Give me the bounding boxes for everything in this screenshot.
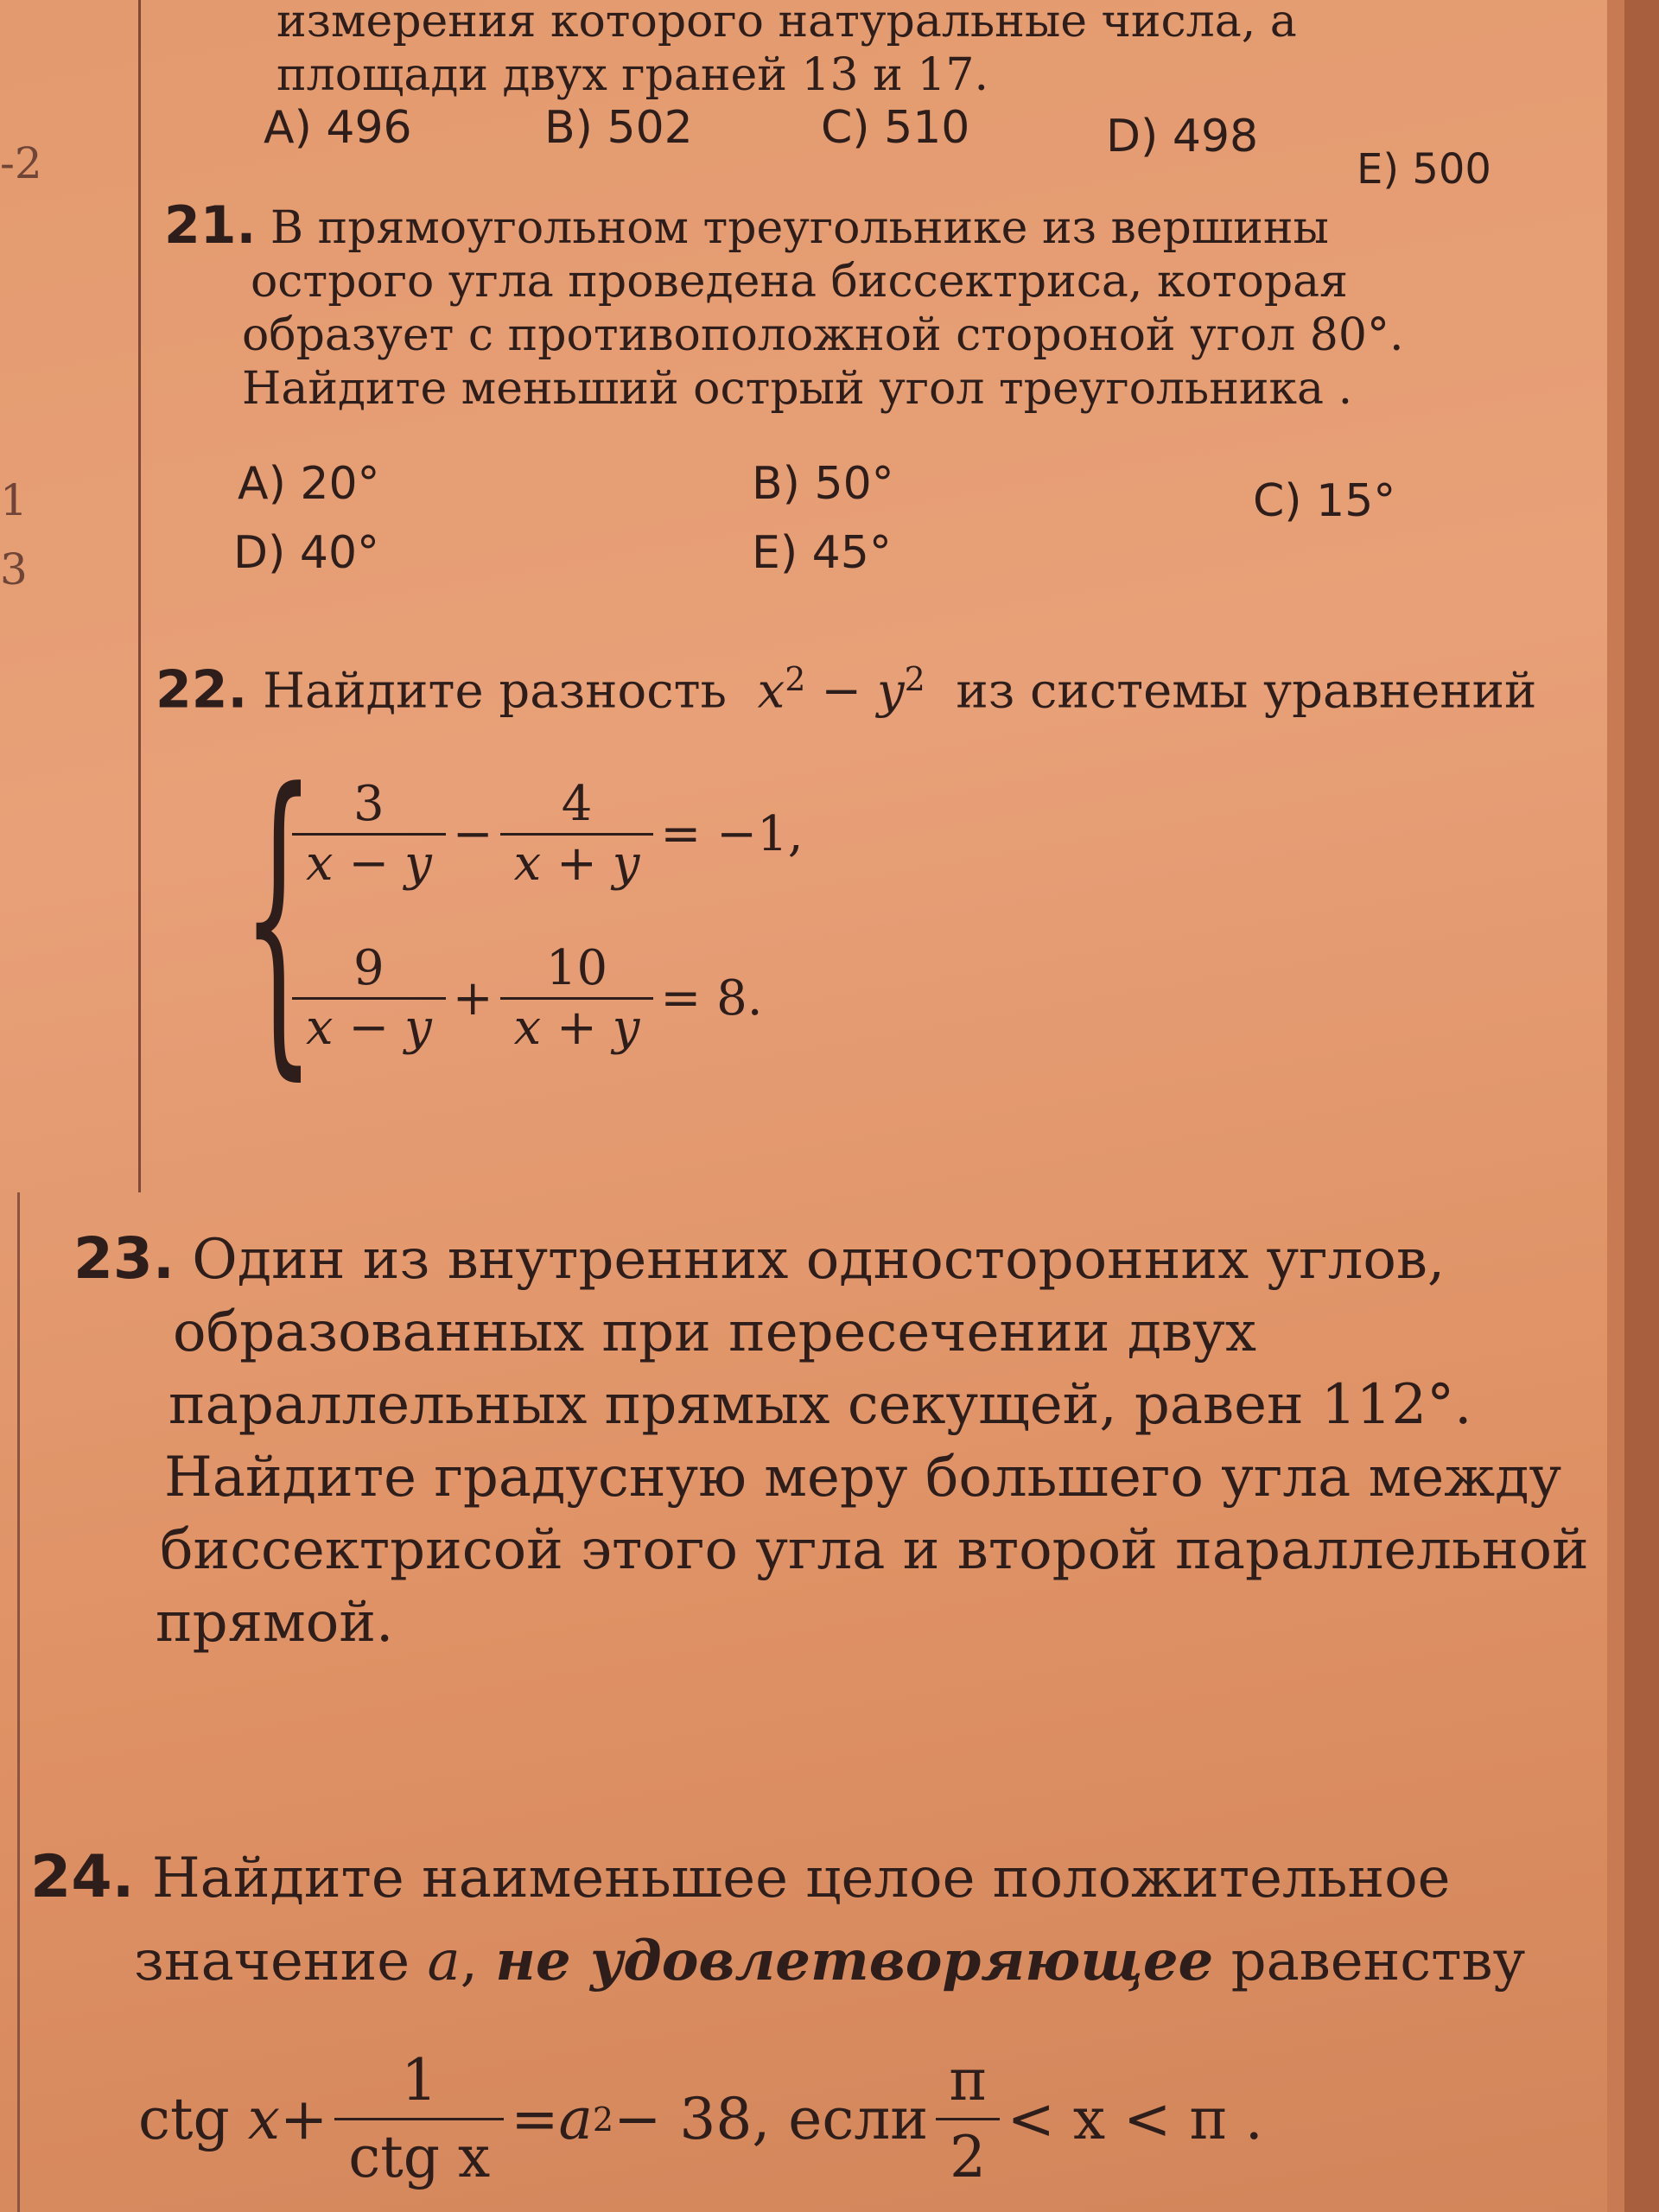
q20-line-1: измерения которого натуральные числа, а (276, 0, 1297, 48)
page-edge-shadow (1607, 0, 1624, 2212)
q24-line-2-b: , (460, 1929, 496, 1993)
q23-line-1: Один из внутренних односторонних углов, (192, 1228, 1446, 1292)
q22-exp-2: 2 (904, 660, 925, 698)
eq1-rhs: = −1, (660, 805, 804, 862)
q20-option-c: C) 510 (821, 102, 970, 154)
q24-number: 24. (30, 1843, 135, 1911)
q24 (30, 1836, 1525, 2003)
eq1-fraction-2 (500, 776, 654, 893)
equation-system (242, 724, 804, 1107)
margin-line (138, 0, 141, 1192)
formula-condition-word: , если (752, 2086, 929, 2152)
q21-option-b: B) 50° (752, 458, 894, 510)
eq2-operator: + (452, 969, 493, 1027)
formula-denominator: ctg x (334, 2118, 504, 2195)
eq2-rhs: = 8. (660, 969, 763, 1027)
eq1-fraction-1 (292, 776, 446, 893)
formula-rest: − 38 (613, 2086, 753, 2152)
eq1-denominator-2: x + y (500, 833, 654, 893)
margin-line-lower (17, 1192, 20, 2212)
q23-line-2: образованных при пересечении двух (173, 1300, 1256, 1364)
eq1-operator: − (452, 805, 493, 862)
formula-a: a (558, 2086, 593, 2152)
q21-option-e: E) 45° (752, 527, 892, 579)
q23-line-4: Найдите градусную меру большего угла между (164, 1446, 1562, 1510)
q22-expr-minus: − (805, 663, 877, 720)
eq1-numerator-2: 4 (561, 775, 593, 832)
q21-option-d: D) 40° (233, 527, 380, 579)
q21-line-3: образует с противоположной стороной угол 80°. (242, 309, 1404, 361)
formula-fraction-1 (334, 2044, 504, 2195)
q22-exp-1: 2 (785, 660, 806, 698)
equation-1 (285, 752, 804, 916)
eq2-denominator-2: x + y (500, 997, 654, 1057)
q24-line-1: Найдите наименьшее целое положительное (151, 1847, 1451, 1910)
formula-exp: 2 (592, 2100, 614, 2139)
eq2-fraction-1 (292, 940, 446, 1057)
q23-line-6: прямой. (156, 1591, 394, 1655)
formula-inequality: < x < π . (1007, 2086, 1263, 2152)
q20-option-a: A) 496 (264, 102, 412, 154)
eq1-denominator-1: x − y (292, 833, 446, 893)
q22-expr-x: x (757, 663, 785, 720)
margin-mark-3: 3 (0, 544, 28, 594)
q24-line-2-a: значение (134, 1929, 428, 1993)
q24-formula (138, 2044, 1263, 2195)
q21-line-2: острого угла проведена биссектриса, которая (251, 256, 1348, 308)
q23-line-3: параллельных прямых секущей, равен 112°. (168, 1373, 1472, 1437)
eq2-numerator-2: 10 (545, 939, 608, 996)
q23-line-5: биссектрисой этого угла и второй параллельной (160, 1518, 1589, 1582)
q20-option-b: B) 502 (544, 102, 693, 154)
q20-text (276, 0, 1297, 102)
eq2-denominator-1: x − y (292, 997, 446, 1057)
formula-x: x (247, 2086, 280, 2152)
system-equations (285, 752, 804, 1080)
formula-pi-denominator: 2 (936, 2118, 1000, 2195)
formula-plus: + (279, 2086, 328, 2152)
q20-line-2: площади двух граней 13 и 17. (276, 49, 989, 101)
q20-option-e: E) 500 (1357, 145, 1491, 194)
equation-2 (285, 916, 804, 1080)
q21-number: 21. (164, 195, 257, 256)
eq2-fraction-2 (500, 940, 654, 1057)
q22-number: 22. (156, 659, 248, 721)
margin-mark-1: -2 (0, 138, 42, 188)
q24-line-2-c: равенству (1213, 1929, 1526, 1993)
q24-var-a: a (427, 1929, 461, 1993)
formula-numerator: 1 (401, 2047, 438, 2113)
formula-equals: = (511, 2086, 559, 2152)
q22-text (156, 652, 1536, 719)
eq2-numerator-1: 9 (353, 939, 385, 996)
q20-option-d: D) 498 (1106, 111, 1259, 162)
page-edge (1624, 0, 1659, 2212)
q21-option-a: A) 20° (238, 458, 380, 510)
q24-emphasis: не удовлетворяющее (495, 1929, 1214, 1993)
q21-line-1: В прямоугольном треугольнике из вершины (270, 202, 1329, 254)
formula-pi-numerator: π (949, 2047, 987, 2113)
q22-text-before: Найдите разность (263, 663, 728, 720)
q21 (164, 195, 1404, 416)
formula-ctg: ctg (138, 2086, 230, 2152)
system-brace: { (242, 724, 315, 1107)
margin-mark-2: 1 (0, 475, 28, 525)
q22-text-after: из системы уравнений (956, 663, 1537, 720)
eq1-numerator-1: 3 (353, 775, 385, 832)
q23 (73, 1223, 1589, 1659)
q21-option-c: C) 15° (1253, 475, 1396, 527)
formula-fraction-pi (935, 2044, 1000, 2195)
q22-expr-y: y (876, 663, 905, 720)
q21-line-4: Найдите меньший острый угол треугольника . (242, 363, 1353, 415)
q23-number: 23. (73, 1225, 175, 1292)
